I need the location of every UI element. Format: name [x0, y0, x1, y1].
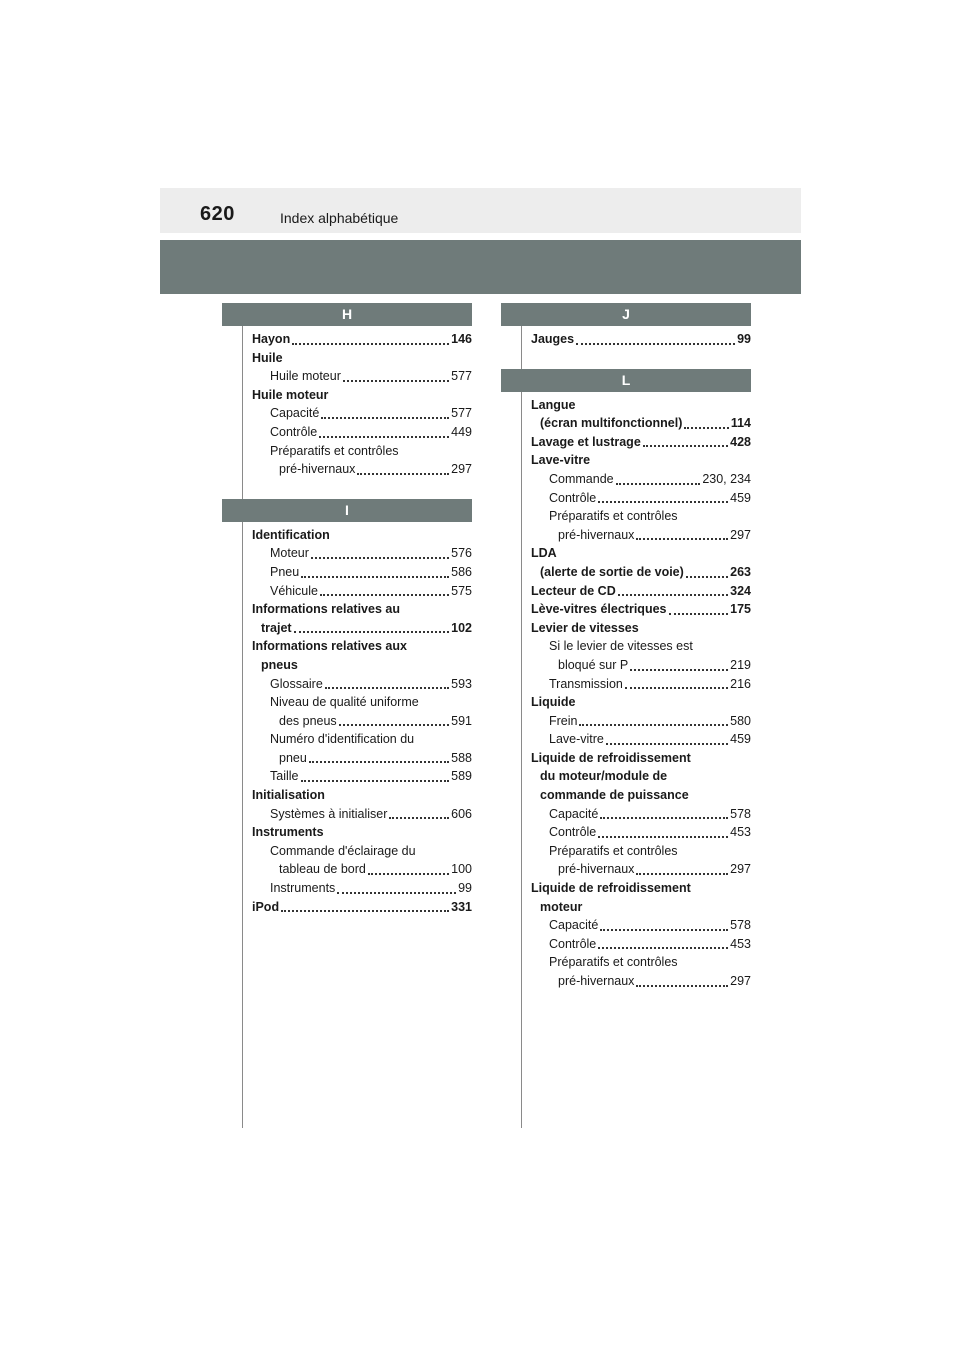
- entry-text: Taille: [270, 769, 299, 784]
- dot-leader: [684, 426, 728, 429]
- entry-page: 175: [730, 602, 751, 617]
- index-entry: [252, 637, 472, 656]
- entry-list: [252, 522, 472, 916]
- entry-page: 575: [451, 583, 472, 598]
- index-entry: [252, 544, 472, 563]
- entry-page: 459: [730, 490, 751, 505]
- entry-text: trajet: [261, 620, 292, 635]
- index-entry: [531, 526, 751, 545]
- entry-text: pré-hivernaux: [558, 862, 635, 877]
- index-entry: [531, 414, 751, 433]
- entry-text: pneus: [261, 657, 298, 672]
- right-column-rule: [521, 303, 522, 1128]
- entry-text: Huile: [252, 350, 283, 365]
- index-entry: [252, 879, 472, 898]
- entry-text: Initialisation: [252, 788, 325, 803]
- header-band: [160, 240, 801, 294]
- entry-text: Véhicule: [270, 583, 318, 598]
- dot-leader: [321, 416, 449, 419]
- dot-leader: [343, 379, 449, 382]
- dot-leader: [625, 686, 728, 689]
- index-entry: [531, 582, 751, 601]
- letter-header: J: [501, 303, 751, 326]
- index-entry: [531, 507, 751, 526]
- entry-text: Contrôle: [549, 936, 597, 951]
- entry-page: 297: [730, 862, 751, 877]
- index-entry: [531, 433, 751, 452]
- dot-leader: [368, 872, 449, 875]
- left-column-rule: [242, 303, 243, 1128]
- entry-text: bloqué sur P: [558, 657, 629, 672]
- entry-text: Instruments: [270, 881, 336, 896]
- entry-page: 428: [730, 434, 751, 449]
- entry-page: 591: [451, 713, 472, 728]
- entry-page: 331: [451, 899, 472, 914]
- entry-text: Liquide de refroidissement: [531, 881, 691, 896]
- entry-page: 449: [451, 424, 472, 439]
- dot-leader: [339, 723, 449, 726]
- dot-leader: [630, 668, 728, 671]
- entry-text: commande de puissance: [540, 788, 689, 803]
- entry-page: 577: [451, 406, 472, 421]
- index-entry: [252, 404, 472, 423]
- dot-leader: [357, 472, 449, 475]
- index-entry: [252, 563, 472, 582]
- index-entry: [252, 898, 472, 917]
- page-number: 620: [200, 203, 235, 225]
- entry-page: 263: [730, 564, 751, 579]
- index-entry: [252, 526, 472, 545]
- entry-page: 230, 234: [702, 471, 751, 486]
- section-gap: [252, 479, 472, 499]
- dot-leader: [636, 984, 728, 987]
- entry-text: Si le levier de vitesses est: [549, 639, 693, 654]
- index-entry: [531, 767, 751, 786]
- dot-leader: [600, 816, 728, 819]
- entry-page: 578: [730, 918, 751, 933]
- dot-leader: [294, 630, 450, 633]
- entry-page: 219: [730, 657, 751, 672]
- entry-page: 453: [730, 825, 751, 840]
- index-entry: [252, 675, 472, 694]
- entry-text: Lève-vitres électriques: [531, 602, 667, 617]
- entry-text: Numéro d'identification du: [270, 732, 415, 747]
- index-entry: [252, 842, 472, 861]
- index-entry: [531, 600, 751, 619]
- index-entry: [252, 860, 472, 879]
- entry-text: pré-hivernaux: [558, 527, 635, 542]
- entry-text: Capacité: [549, 806, 599, 821]
- index-entry: [531, 730, 751, 749]
- index-entry: [252, 442, 472, 461]
- letter-header: H: [222, 303, 472, 326]
- entry-list: [531, 326, 751, 349]
- index-entry: [252, 367, 472, 386]
- entry-text: LDA: [531, 546, 557, 561]
- dot-leader: [311, 556, 449, 559]
- index-entry: [531, 860, 751, 879]
- index-entry: [252, 805, 472, 824]
- index-entry: [252, 712, 472, 731]
- index-entry: [531, 675, 751, 694]
- entry-text: Commande: [549, 471, 614, 486]
- index-entry: [531, 805, 751, 824]
- dot-leader: [320, 593, 449, 596]
- entry-page: 102: [451, 620, 472, 635]
- index-entry: [531, 712, 751, 731]
- header-bar: [160, 188, 801, 233]
- entry-page: 589: [451, 769, 472, 784]
- entry-page: 578: [730, 806, 751, 821]
- page-title: Index alphabétique: [280, 210, 399, 226]
- entry-page: 100: [451, 862, 472, 877]
- entry-page: 606: [451, 806, 472, 821]
- entry-page: 297: [730, 974, 751, 988]
- entry-text: Contrôle: [549, 490, 597, 505]
- entry-text: Moteur: [270, 546, 309, 561]
- entry-text: Lavage et lustrage: [531, 434, 641, 449]
- dot-leader: [319, 435, 449, 438]
- index-entry: [531, 489, 751, 508]
- index-entry: [531, 898, 751, 917]
- index-entry: [252, 460, 472, 479]
- entry-text: Frein: [549, 713, 578, 728]
- entry-page: 146: [451, 332, 472, 346]
- entry-text: moteur: [540, 899, 583, 914]
- index-entry: [531, 656, 751, 675]
- entry-text: Instruments: [252, 825, 324, 840]
- index-entry: [531, 544, 751, 563]
- index-entry: [531, 330, 751, 349]
- index-entry: [252, 656, 472, 675]
- entry-text: Jauges: [531, 332, 575, 346]
- dot-leader: [301, 779, 450, 782]
- index-entry: [531, 396, 751, 415]
- dot-leader: [292, 342, 449, 345]
- entry-text: tableau de bord: [279, 862, 366, 877]
- index-entry: [531, 470, 751, 489]
- entry-text: Identification: [252, 527, 330, 542]
- entry-page: 324: [730, 583, 751, 598]
- index-entry: [252, 330, 472, 349]
- entry-page: 459: [730, 732, 751, 747]
- entry-page: 588: [451, 750, 472, 765]
- entry-text: (écran multifonctionnel): [540, 416, 683, 431]
- section-gap: [531, 349, 751, 369]
- dot-leader: [389, 816, 449, 819]
- entry-page: 586: [451, 564, 472, 579]
- entry-text: Glossaire: [270, 676, 323, 691]
- entry-text: iPod: [252, 899, 280, 914]
- entry-text: Capacité: [549, 918, 599, 933]
- index-entry: [252, 767, 472, 786]
- entry-page: 114: [730, 416, 751, 431]
- entry-page: 453: [730, 936, 751, 951]
- dot-leader: [686, 575, 728, 578]
- index-entry: [252, 423, 472, 442]
- index-entry: [252, 730, 472, 749]
- index-entry: [531, 953, 751, 972]
- index-entry: [531, 972, 751, 991]
- index-entry: [252, 749, 472, 768]
- index-entry: [252, 693, 472, 712]
- entry-page: 577: [451, 369, 472, 384]
- index-column-right: [531, 303, 751, 991]
- index-entry: [252, 386, 472, 405]
- entry-text: pneu: [279, 750, 307, 765]
- entry-text: pré-hivernaux: [279, 462, 356, 477]
- index-entry: [252, 786, 472, 805]
- entry-text: Langue: [531, 397, 576, 412]
- entry-text: des pneus: [279, 713, 337, 728]
- dot-leader: [325, 686, 449, 689]
- dot-leader: [618, 593, 728, 596]
- entry-text: Commande d'éclairage du: [270, 843, 416, 858]
- index-entry: [531, 451, 751, 470]
- entry-text: (alerte de sortie de voie): [540, 564, 684, 579]
- index-entry: [531, 786, 751, 805]
- dot-leader: [643, 444, 728, 447]
- index-column-left: [252, 303, 472, 916]
- entry-page: 576: [451, 546, 472, 561]
- entry-page: 297: [451, 462, 472, 477]
- entry-page: 580: [730, 713, 751, 728]
- dot-leader: [600, 928, 728, 931]
- entry-page: 593: [451, 676, 472, 691]
- entry-text: Pneu: [270, 564, 300, 579]
- entry-text: Contrôle: [549, 825, 597, 840]
- entry-text: Préparatifs et contrôles: [549, 509, 678, 524]
- dot-leader: [598, 835, 728, 838]
- entry-text: Lave-vitre: [531, 453, 591, 468]
- entry-page: 99: [737, 332, 751, 346]
- entry-text: Préparatifs et contrôles: [549, 843, 678, 858]
- dot-leader: [281, 909, 449, 912]
- dot-leader: [669, 612, 729, 615]
- index-entry: [252, 600, 472, 619]
- index-entry: [531, 916, 751, 935]
- entry-text: Huile moteur: [270, 369, 341, 384]
- entry-text: Niveau de qualité uniforme: [270, 695, 419, 710]
- dot-leader: [598, 500, 728, 503]
- entry-text: du moteur/module de: [540, 769, 668, 784]
- entry-text: Informations relatives au: [252, 602, 400, 617]
- entry-text: Lave-vitre: [549, 732, 604, 747]
- index-entry: [531, 619, 751, 638]
- entry-text: Levier de vitesses: [531, 620, 639, 635]
- dot-leader: [636, 537, 728, 540]
- dot-leader: [576, 342, 735, 345]
- dot-leader: [606, 742, 728, 745]
- index-entry: [531, 749, 751, 768]
- entry-text: pré-hivernaux: [558, 974, 635, 988]
- entry-text: Lecteur de CD: [531, 583, 616, 598]
- entry-text: Informations relatives aux: [252, 639, 407, 654]
- index-entry: [252, 823, 472, 842]
- index-entry: [531, 637, 751, 656]
- dot-leader: [616, 482, 701, 485]
- index-entry: [531, 879, 751, 898]
- entry-text: Huile moteur: [252, 387, 329, 402]
- dot-leader: [337, 891, 456, 894]
- entry-page: 297: [730, 527, 751, 542]
- index-entry: [531, 693, 751, 712]
- index-entry: [531, 935, 751, 954]
- dot-leader: [301, 575, 449, 578]
- entry-page: 216: [730, 676, 751, 691]
- dot-leader: [598, 946, 728, 949]
- dot-leader: [309, 760, 449, 763]
- entry-list: [252, 326, 472, 479]
- index-entry: [252, 619, 472, 638]
- index-entry: [531, 842, 751, 861]
- letter-header: I: [222, 499, 472, 522]
- index-entry: [252, 349, 472, 368]
- dot-leader: [636, 872, 728, 875]
- index-entry: [252, 582, 472, 601]
- entry-list: [531, 392, 751, 991]
- index-entry: [531, 823, 751, 842]
- entry-text: Préparatifs et contrôles: [549, 955, 678, 970]
- entry-text: Capacité: [270, 406, 320, 421]
- entry-text: Liquide de refroidissement: [531, 750, 691, 765]
- entry-text: Liquide: [531, 695, 576, 710]
- entry-text: Systèmes à initialiser: [270, 806, 388, 821]
- entry-page: 99: [458, 881, 472, 896]
- dot-leader: [579, 723, 728, 726]
- entry-text: Transmission: [549, 676, 623, 691]
- letter-header: L: [501, 369, 751, 392]
- entry-text: Hayon: [252, 332, 291, 346]
- index-entry: [531, 563, 751, 582]
- entry-text: Préparatifs et contrôles: [270, 443, 399, 458]
- entry-text: Contrôle: [270, 424, 318, 439]
